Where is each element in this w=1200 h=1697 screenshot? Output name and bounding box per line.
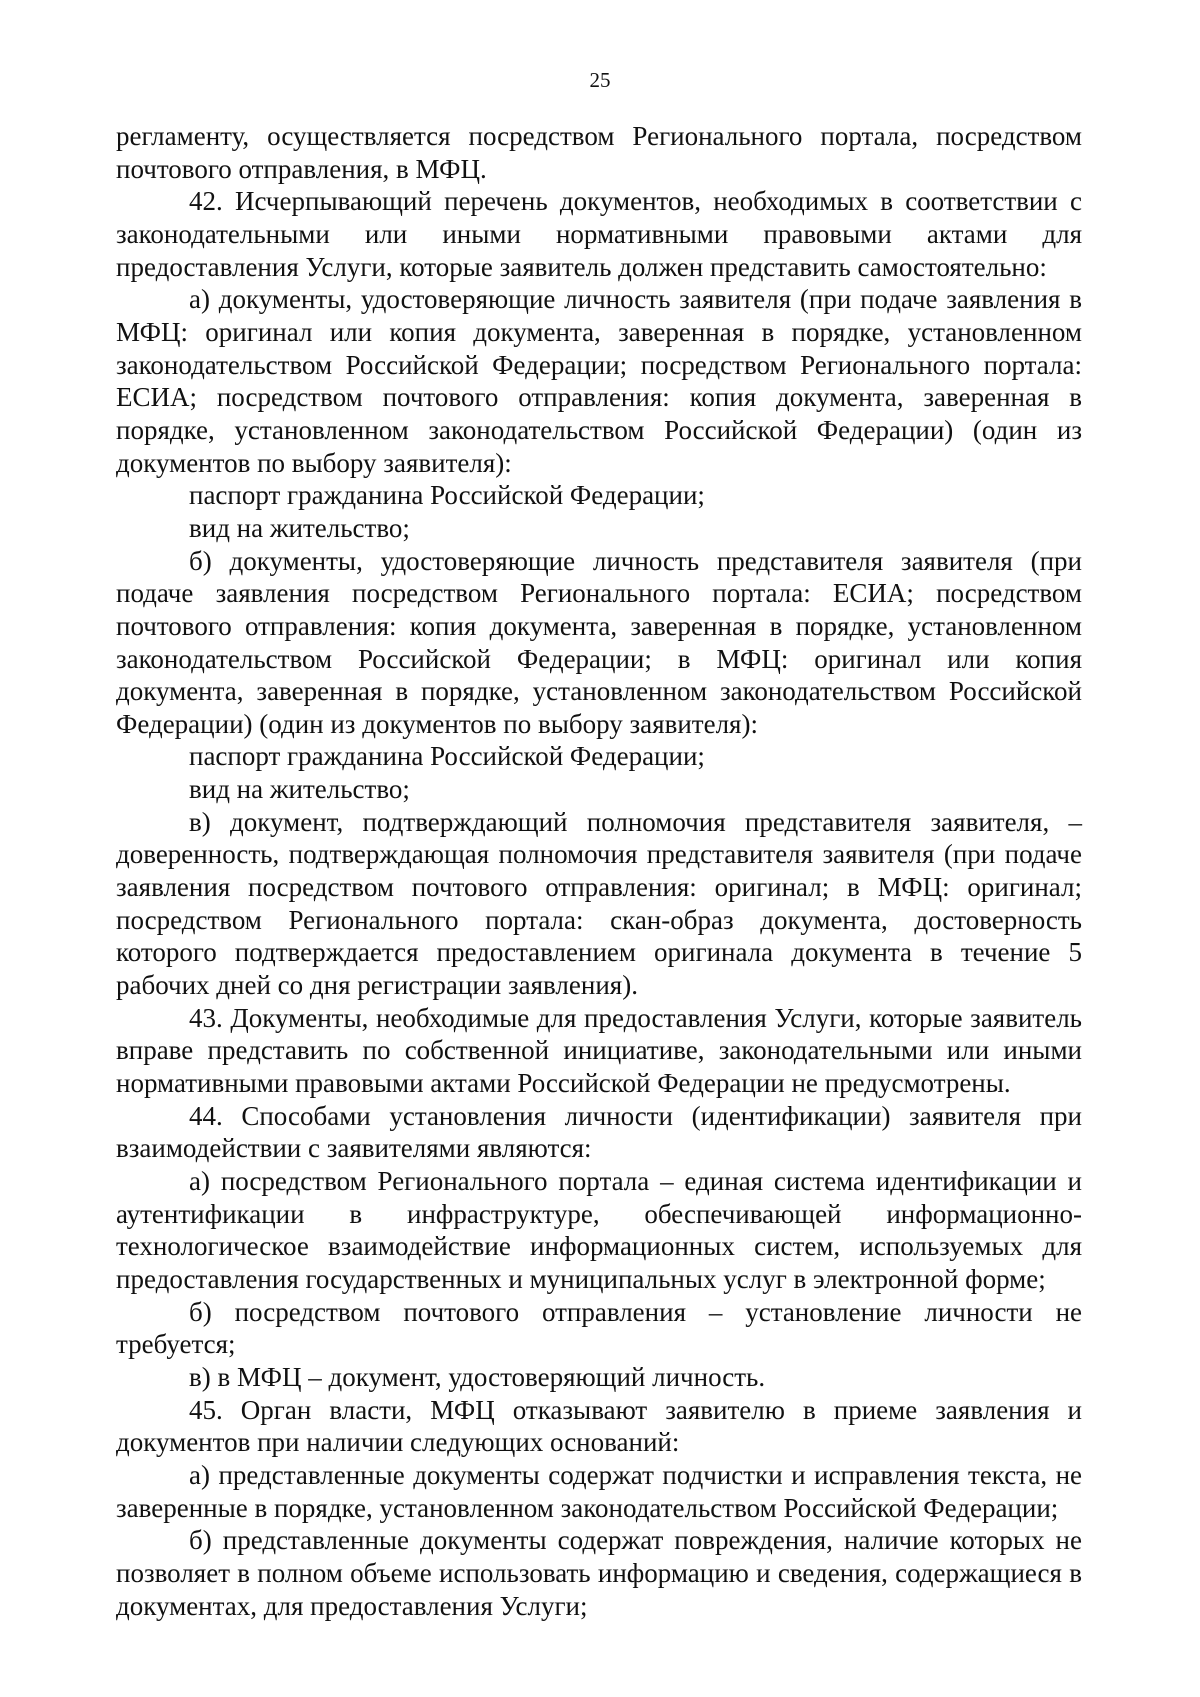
paragraph-44: 44. Способами установления личности (идентификации) заявителя при взаимодействии с заявителями являются: — [116, 1100, 1082, 1164]
paragraph-43: 43. Документы, необходимые для предоставления Услуги, которые заявитель вправе представить по собственной инициативе, законодательными или иными нормативными правовыми актами Российской Федерации не предусмотрены. — [116, 1002, 1082, 1099]
paragraph-42v: в) документ, подтверждающий полномочия представителя заявителя, – доверенность, подтверждающая полномочия представителя заявителя (при подаче заявления посредством почтового отправления: оригинал; в МФЦ: оригинал; посредством Регионального портала: скан-образ документа, достоверность которого подтверждается предоставлением оригинала документа в течение 5 рабочих дней со дня регистрации заявления). — [116, 806, 1082, 1001]
paragraph-42: 42. Исчерпывающий перечень документов, необходимых в соответствии с законодательными или иными нормативными правовыми актами для предоставления Услуги, которые заявитель должен представить самостоятельно: — [116, 186, 1082, 282]
document-body — [116, 120, 1082, 1622]
paragraph-42a: а) документы, удостоверяющие личность заявителя (при подаче заявления в МФЦ: оригинал или копия документа, заверенная в порядке, установленном законодательством Российской Федерации; посредством Регионального портала: ЕСИА; посредством почтового отправления: копия документа, заверенная в порядке, установленном законодательством Российской Федерации) (один из документов по выбору заявителя): — [116, 284, 1082, 478]
paragraph-44v: в) в МФЦ – документ, удостоверяющий личность. — [189, 1361, 766, 1392]
list-item-passport: паспорт гражданина Российской Федерации; — [189, 741, 705, 772]
list-item-residence-permit: вид на жительство; — [189, 512, 410, 543]
page-number: 25 — [589, 68, 611, 92]
paragraph-44b: б) посредством почтового отправления – установление личности не требуется; — [116, 1296, 1082, 1360]
paragraph-45: 45. Орган власти, МФЦ отказывают заявителю в приеме заявления и документов при наличии следующих оснований: — [116, 1394, 1082, 1458]
paragraph-continuation: регламенту, осуществляется посредством Регионального портала, посредством почтового отправления, в МФЦ. — [116, 121, 1082, 184]
list-item-residence-permit: вид на жительство; — [189, 774, 410, 805]
paragraph-44a: а) посредством Регионального портала – единая система идентификации и аутентификации в инфраструктуре, обеспечивающей информационно-технологическое взаимодействие информационных систем, используемых для предоставления государственных и муниципальных услуг в электронной форме; — [116, 1166, 1082, 1294]
paragraph-45a: а) представленные документы содержат подчистки и исправления текста, не заверенные в порядке, установленном законодательством Российской Федерации; — [116, 1459, 1082, 1523]
paragraph-45b: б) представленные документы содержат повреждения, наличие которых не позволяет в полном объеме использовать информацию и сведения, содержащиеся в документах, для предоставления Услуги; — [116, 1525, 1082, 1621]
list-item-passport: паспорт гражданина Российской Федерации; — [189, 480, 705, 511]
paragraph-42b: б) документы, удостоверяющие личность представителя заявителя (при подаче заявления посредством Регионального портала: ЕСИА; посредством почтового отправления: копия документа, заверенная в порядке, установленном законодательством Российской Федерации; в МФЦ: оригинал или копия документа, заверенная в порядке, установленном законодательством Российской Федерации) (один из документов по выбору заявителя): — [116, 545, 1082, 739]
